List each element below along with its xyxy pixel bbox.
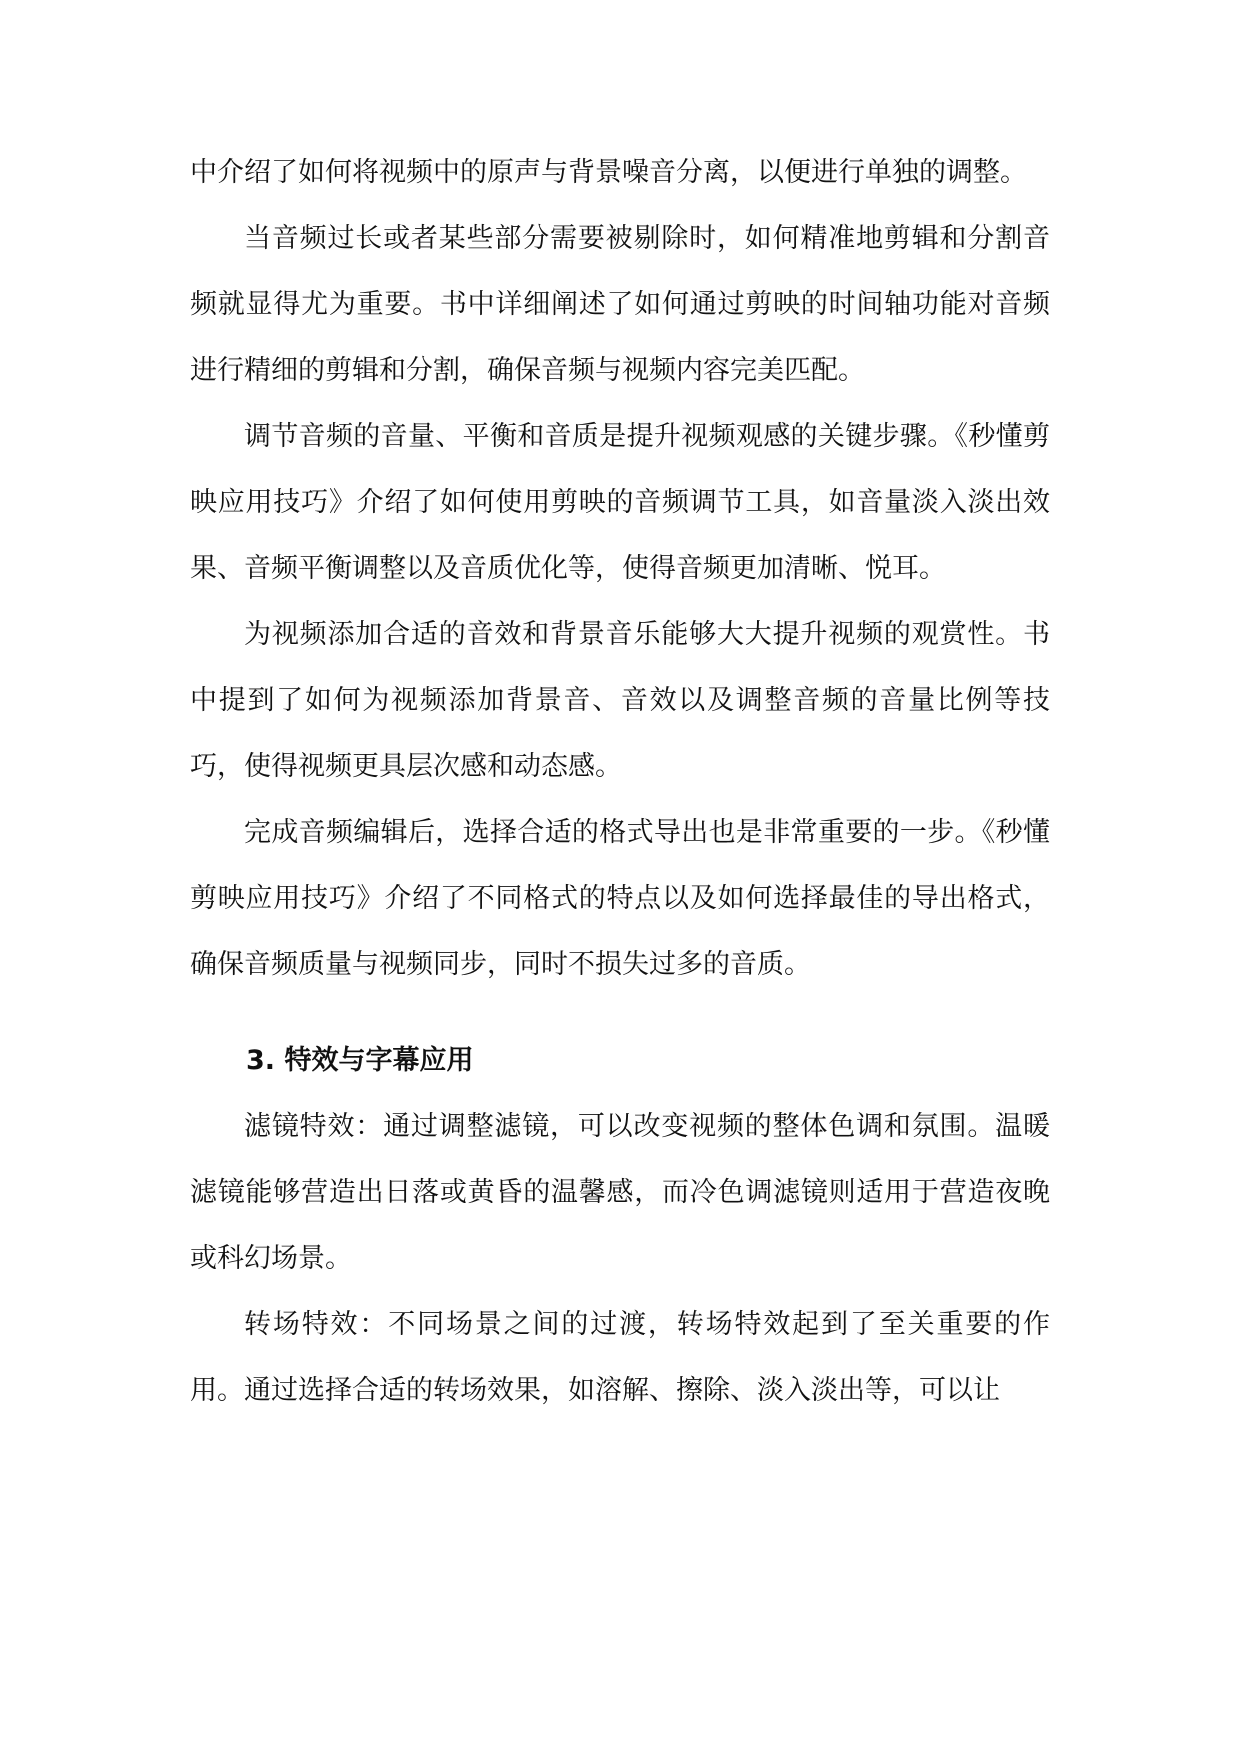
paragraph-audio-adjustment: 调节音频的音量、平衡和音质是提升视频观感的关键步骤。《秒懂剪映应用技巧》介绍了如何使用剪映的音频调节工具，如音量淡入淡出效果、音频平衡调整以及音质优化等，使得音频更加清晰、悦耳。 [190,421,1050,584]
paragraph-sound-effects: 为视频添加合适的音效和背景音乐能够大大提升视频的观赏性。书中提到了如何为视频添加背景音、音效以及调整音频的音量比例等技巧，使得视频更具层次感和动态感。 [190,619,1050,782]
paragraph-audio-export: 完成音频编辑后，选择合适的格式导出也是非常重要的一步。《秒懂剪映应用技巧》介绍了不同格式的特点以及如何选择最佳的导出格式，确保音频质量与视频同步，同时不损失过多的音质。 [190,817,1050,980]
paragraph-filter-effects: 滤镜特效：通过调整滤镜，可以改变视频的整体色调和氛围。温暖滤镜能够营造出日落或黄昏的温馨感，而冷色调滤镜则适用于营造夜晚或科幻场景。 [190,1111,1050,1274]
document-body [190,140,1050,1424]
paragraph-audio-cutting: 当音频过长或者某些部分需要被剔除时，如何精准地剪辑和分割音频就显得尤为重要。书中详细阐述了如何通过剪映的时间轴功能对音频进行精细的剪辑和分割，确保音频与视频内容完美匹配。 [190,223,1050,386]
paragraph-transition-effects: 转场特效：不同场景之间的过渡，转场特效起到了至关重要的作用。通过选择合适的转场效果，如溶解、擦除、淡入淡出等，可以让 [190,1309,1050,1406]
section-heading: 3. 特效与字幕应用 [246,1045,474,1076]
paragraph-continuation: 中介绍了如何将视频中的原声与背景噪音分离，以便进行单独的调整。 [190,157,1027,188]
